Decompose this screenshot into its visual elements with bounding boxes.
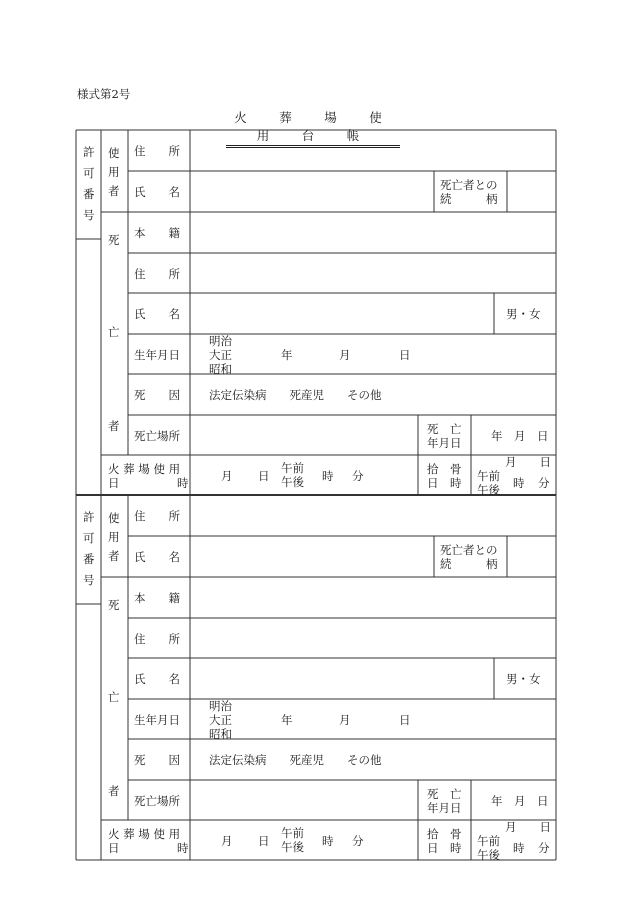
- deceased-name-label: 氏 名: [134, 672, 180, 686]
- bone-minute-unit: 分: [538, 476, 550, 490]
- bone-collection-label: 拾 骨 日 時: [427, 462, 462, 490]
- cause-options: 法定伝染病 死産児 その他: [209, 753, 382, 767]
- deceased-label-1: 死: [108, 233, 120, 247]
- cause-label: 死 因: [134, 388, 180, 402]
- deceased-address-label: 住 所: [134, 632, 180, 646]
- bone-hour-unit: 時: [513, 841, 525, 855]
- death-date-units: 年 月 日: [491, 794, 549, 808]
- form-number: 様式第2号: [77, 87, 131, 101]
- usage-month-unit: 月: [221, 469, 233, 483]
- deceased-address-label: 住 所: [134, 267, 180, 281]
- sex-options: 男・女: [506, 307, 541, 321]
- era-options: 明治 大正 昭和: [209, 699, 232, 741]
- death-place-label: 死亡場所: [134, 429, 180, 443]
- bone-collection-label: 拾 骨 日 時: [427, 827, 462, 855]
- deceased-label-3: 者: [108, 784, 120, 798]
- sex-options: 男・女: [506, 672, 541, 686]
- user-name-label: 氏 名: [134, 185, 180, 199]
- birth-month-unit: 月: [339, 348, 351, 362]
- usage-day-unit: 日: [258, 834, 270, 848]
- bone-hour-unit: 時: [513, 476, 525, 490]
- domicile-label: 本 籍: [134, 226, 180, 240]
- bone-minute-unit: 分: [538, 841, 550, 855]
- usage-ampm-options: 午前 午後: [281, 826, 304, 854]
- user-label: 使 用 者: [108, 146, 120, 198]
- death-date-label: 死 亡 年月日: [427, 422, 462, 450]
- domicile-label: 本 籍: [134, 591, 180, 605]
- birth-year-unit: 年: [281, 713, 293, 727]
- usage-ampm-options: 午前 午後: [281, 461, 304, 489]
- deceased-label-2: 亡: [108, 325, 120, 339]
- deceased-label-2: 亡: [108, 690, 120, 704]
- domicile-field[interactable]: [191, 213, 555, 252]
- death-date-label: 死 亡 年月日: [427, 787, 462, 815]
- deceased-label-3: 者: [108, 419, 120, 433]
- user-name-field[interactable]: [191, 537, 433, 576]
- deceased-address-field[interactable]: [191, 254, 555, 293]
- deceased-label-1: 死: [108, 598, 120, 612]
- permit-number-label: 許 可 番 号: [83, 510, 95, 587]
- deceased-name-label: 氏 名: [134, 307, 180, 321]
- usage-month-unit: 月: [221, 834, 233, 848]
- death-place-field[interactable]: [191, 416, 417, 455]
- birth-date-label: 生年月日: [134, 713, 180, 727]
- user-name-field[interactable]: [191, 172, 433, 211]
- relationship-field[interactable]: [508, 172, 555, 211]
- usage-minute-unit: 分: [352, 469, 364, 483]
- era-options: 明治 大正 昭和: [209, 334, 232, 376]
- birth-year-unit: 年: [281, 348, 293, 362]
- register-title: 火 葬 場 使 用 台 帳: [226, 108, 400, 148]
- user-address-label: 住 所: [134, 144, 180, 158]
- bone-month-day-units: 月 日: [505, 455, 551, 469]
- death-date-units: 年 月 日: [491, 429, 549, 443]
- domicile-field[interactable]: [191, 578, 555, 617]
- user-name-label: 氏 名: [134, 550, 180, 564]
- user-address-field[interactable]: [191, 496, 555, 535]
- usage-date-label: 火 葬 場 使 用 日 時: [108, 462, 189, 490]
- usage-day-unit: 日: [258, 469, 270, 483]
- usage-date-label: 火 葬 場 使 用 日 時: [108, 827, 189, 855]
- usage-minute-unit: 分: [352, 834, 364, 848]
- user-address-field[interactable]: [191, 131, 555, 170]
- birth-date-label: 生年月日: [134, 348, 180, 362]
- relationship-label: 死亡者との 続 柄: [440, 178, 498, 206]
- deceased-address-field[interactable]: [191, 619, 555, 658]
- bone-ampm-options: 午前 午後: [477, 469, 500, 497]
- birth-month-unit: 月: [339, 713, 351, 727]
- deceased-name-field[interactable]: [191, 294, 493, 333]
- cause-options: 法定伝染病 死産児 その他: [209, 388, 382, 402]
- cause-label: 死 因: [134, 753, 180, 767]
- deceased-name-field[interactable]: [191, 659, 493, 698]
- user-label: 使 用 者: [108, 511, 120, 563]
- birth-day-unit: 日: [399, 713, 411, 727]
- death-place-field[interactable]: [191, 781, 417, 820]
- relationship-field[interactable]: [508, 537, 555, 576]
- permit-number-field[interactable]: [77, 605, 100, 860]
- bone-month-day-units: 月 日: [505, 820, 551, 834]
- bone-ampm-options: 午前 午後: [477, 834, 500, 862]
- permit-number-field[interactable]: [77, 240, 100, 495]
- death-place-label: 死亡場所: [134, 794, 180, 808]
- usage-hour-unit: 時: [322, 469, 334, 483]
- permit-number-label: 許 可 番 号: [83, 145, 95, 222]
- birth-day-unit: 日: [399, 348, 411, 362]
- user-address-label: 住 所: [134, 509, 180, 523]
- relationship-label: 死亡者との 続 柄: [440, 543, 498, 571]
- usage-hour-unit: 時: [322, 834, 334, 848]
